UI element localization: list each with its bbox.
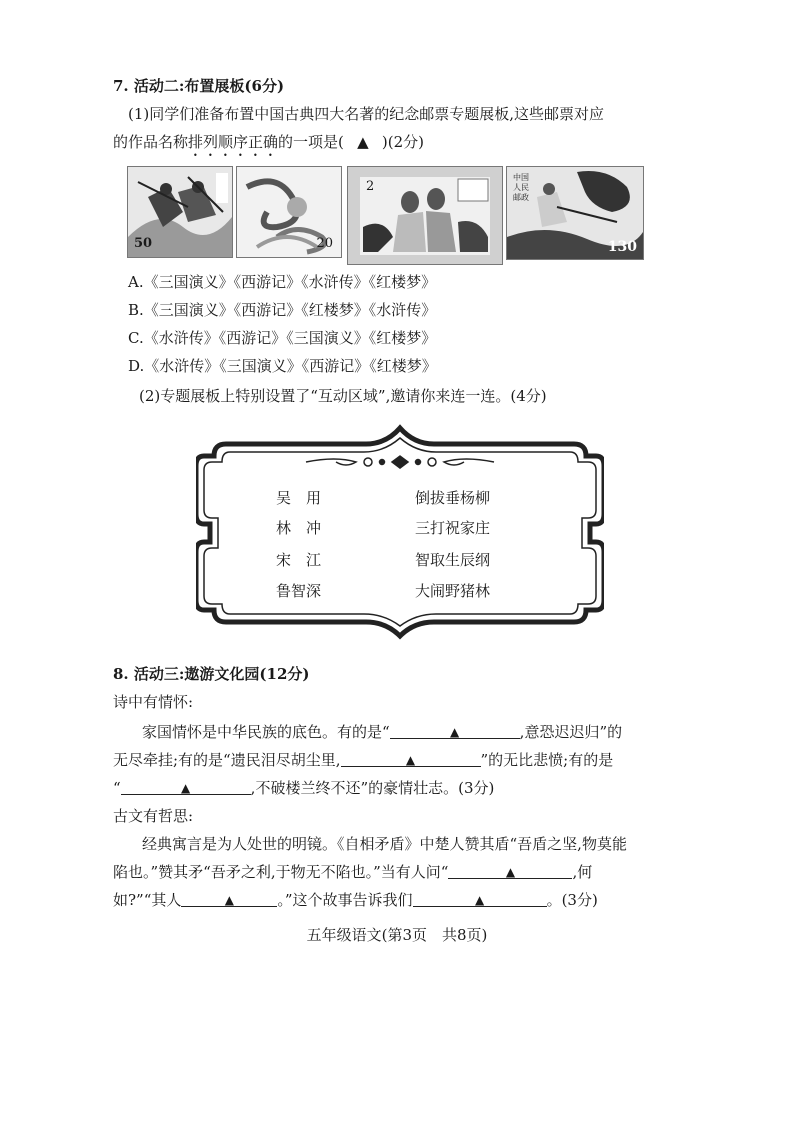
answer-triangle[interactable]: ▲: [357, 133, 369, 151]
q8-p1-line2: 无尽牵挂;有的是“遗民泪尽胡尘里, ▲ ”的无比悲愤;有的是: [113, 751, 614, 769]
stamp-journey-west: [236, 166, 342, 258]
name-lu-zhishen[interactable]: 鲁智深: [276, 582, 322, 600]
event-3[interactable]: 智取生辰纲: [415, 551, 491, 569]
stamp-dream-red-mansions: [347, 166, 503, 265]
answer-blank[interactable]: ▲: [341, 750, 481, 767]
q8-p1-line1: 家国情怀是中华民族的底色。有的是“ ▲ ,意恐迟迟归”的: [142, 723, 623, 741]
name-lin-chong[interactable]: 林 冲: [276, 519, 322, 537]
q8-title: 8. 活动三:遨游文化园(12分): [113, 665, 310, 683]
q8-p1-line3: “ ▲ ,不破楼兰终不还”的豪情壮志。(3分): [113, 779, 495, 797]
event-4[interactable]: 大闹野猪林: [415, 582, 491, 600]
option-d[interactable]: D.《水浒传》《三国演义》《西游记》《红楼梦》: [128, 357, 437, 375]
q8-p2-line1: 经典寓言是为人处世的明镜。《自相矛盾》中楚人赞其盾“吾盾之坚,物莫能: [142, 835, 627, 853]
q8-sub1: 诗中有情怀:: [113, 693, 194, 711]
answer-blank[interactable]: ▲: [181, 890, 277, 907]
event-1[interactable]: 倒拔垂杨柳: [415, 489, 491, 507]
event-2[interactable]: 三打祝家庄: [415, 519, 491, 537]
stamp-value: 2: [366, 179, 375, 194]
answer-blank[interactable]: ▲: [448, 862, 572, 879]
q8-p2-line2: 陷也。”赞其矛“吾矛之利,于物无不陷也。”当有人问“ ▲ ,何: [113, 863, 593, 881]
q7-part2: (2)专题展板上特别设置了“互动区域”,邀请你来连一连。(4分): [139, 387, 547, 405]
q7-title: 7. 活动二:布置展板(6分): [113, 77, 285, 95]
answer-blank[interactable]: ▲: [390, 722, 520, 739]
page-footer: 五年级语文(第3页 共8页): [306, 926, 488, 944]
option-c[interactable]: C.《水浒传》《西游记》《三国演义》《红楼梦》: [128, 329, 437, 347]
q8-sub2: 古文有哲思:: [113, 807, 194, 825]
option-b[interactable]: B.《三国演义》《西游记》《红楼梦》《水浒传》: [128, 301, 437, 319]
stamp-value: 20: [316, 236, 333, 251]
ornament-icon: [306, 456, 494, 468]
stamp-water-margin: [506, 166, 644, 260]
q7-part1-line2: 的作品名称排列顺序正确的一项是( ▲ )(2分): [113, 133, 424, 151]
option-a[interactable]: A.《三国演义》《西游记》《水浒传》《红楼梦》: [128, 273, 437, 291]
matching-frame: [196, 422, 604, 644]
answer-blank[interactable]: ▲: [413, 890, 547, 907]
name-song-jiang[interactable]: 宋 江: [276, 551, 322, 569]
stamp-country: 中国人民邮政: [513, 173, 529, 202]
q7-part1-line1: (1)同学们准备布置中国古典四大名著的纪念邮票专题展板,这些邮票对应: [128, 105, 605, 123]
stamp-three-kingdoms: [127, 166, 233, 258]
stamp-value: 130: [607, 239, 637, 255]
answer-blank[interactable]: ▲: [121, 778, 251, 795]
stamp-value: 50: [134, 236, 153, 251]
name-wu-yong[interactable]: 吴 用: [276, 489, 322, 507]
q8-p2-line3: 如?”“其人 ▲ 。”这个故事告诉我们 ▲ 。(3分): [113, 891, 598, 909]
emphasis-text: 排列顺序正确: [188, 133, 279, 151]
